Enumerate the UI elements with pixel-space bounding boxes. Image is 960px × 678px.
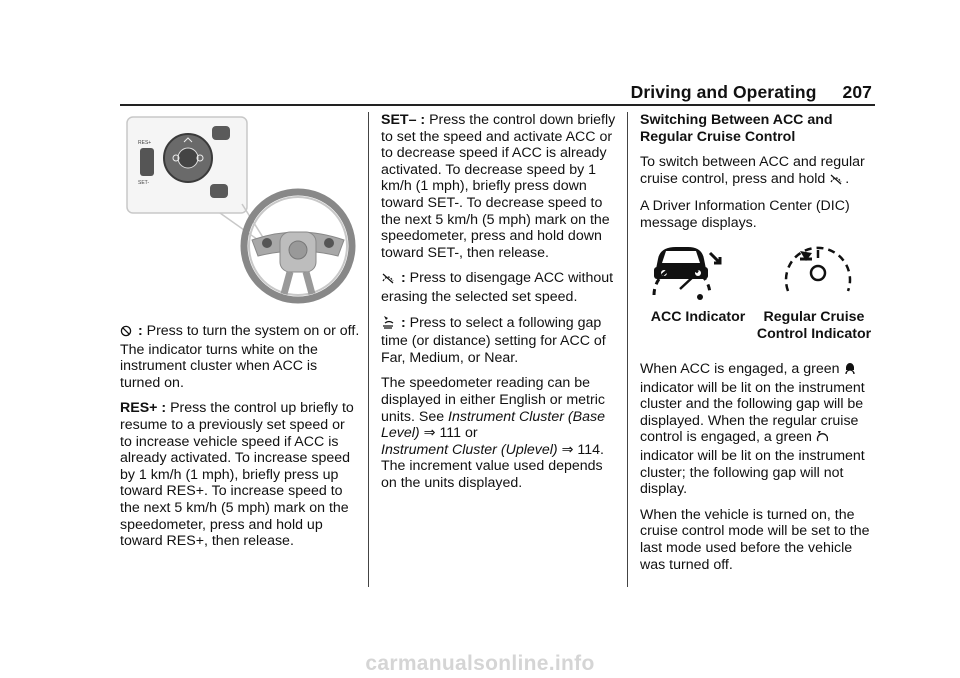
- column-divider-right: [627, 112, 628, 587]
- watermark: carmanualsonline.info: [365, 652, 595, 675]
- regular-indicator-label: [752, 309, 876, 342]
- link2-ref[interactable]: ⇒ 114: [561, 441, 601, 458]
- regular-cruise-indicator-icon: [816, 430, 828, 448]
- increment-text: . The increment value used depends on the units displayed.: [381, 441, 604, 491]
- res-paragraph: [120, 400, 360, 549]
- acc-indicator-icon: [654, 247, 720, 300]
- engaged-reg-text: indicator will be lit on the instrument cluster; the following gap will not display.: [640, 447, 865, 498]
- gap-icon: [381, 315, 395, 334]
- cancel-icon: [381, 272, 395, 289]
- turned-on-paragraph: When the vehicle is turned on, the cruise control mode will be set to the last mode used before the vehicle was turned off.: [640, 506, 870, 573]
- column-3: [640, 112, 878, 241]
- page-header: [631, 82, 872, 103]
- engaged-acc-text1: When ACC is engaged, a green: [640, 361, 840, 377]
- onoff-paragraph: [120, 323, 360, 391]
- instrument-cluster-uplevel-link[interactable]: Instrument Cluster (Uplevel): [381, 441, 558, 458]
- indicators-figure: [640, 245, 875, 350]
- speedometer-paragraph: [381, 375, 621, 491]
- page-number: 207: [842, 82, 872, 102]
- switch-paragraph: [640, 154, 878, 189]
- res-label: RES+ :: [120, 400, 167, 417]
- switching-heading: Switching Between ACC and Regular Cruise Control: [640, 112, 833, 145]
- switch-text: To switch between ACC and regular cruise control, press and hold: [640, 154, 865, 187]
- speedometer-text: The speedometer reading can be displayed in either English or metric units. See: [381, 375, 605, 425]
- dic-paragraph: A Driver Information Center (DIC) message displays.: [640, 198, 850, 231]
- set-text: Press the control down briefly to set the speed and activate ACC or to decrease speed if ACC is already activated. To decrease speed by 1 km/h (1 mph), briefly press down toward SET-. To decrease speed to the next 5 km/h (5 mph) mark on the speedometer, press and hold down toward SET-, then release.: [381, 112, 616, 261]
- section-title: Driving and Operating: [630, 82, 817, 102]
- cancel-sep: :: [397, 270, 410, 287]
- gap-sep: :: [397, 314, 410, 331]
- switch-end: .: [845, 170, 850, 187]
- column-1: [120, 323, 360, 559]
- column-divider-left: [368, 112, 369, 587]
- regular-label-line1: Regular Cruise: [763, 309, 865, 325]
- onoff-text: Press to turn the system on or off. The indicator turns white on the instrument cluster when ACC is turned on.: [120, 323, 360, 391]
- cruise-onoff-icon: [120, 325, 132, 342]
- or-text: or: [461, 425, 478, 442]
- header-rule: [120, 104, 875, 106]
- svg-text:SET-: SET-: [138, 180, 150, 186]
- acc-indicator-icon: [844, 362, 856, 380]
- engaged-paragraph: [640, 361, 878, 498]
- gap-text: Press to select a following gap time (or distance) setting for ACC of Far, Medium, or Near.: [381, 314, 606, 366]
- column-2: [381, 112, 621, 500]
- svg-text:RES+: RES+: [138, 140, 152, 146]
- cancel-paragraph: [381, 270, 621, 305]
- cancel-text: Press to disengage ACC without erasing the selected set speed.: [381, 270, 614, 305]
- res-text: Press the control up briefly to resume to a previously set speed or to increase vehicle speed if ACC is already activated. To increase speed by 1 km/h (1 mph), briefly press up toward RES+. To increase speed to the next 5 km/h (5 mph) mark on the speedometer, press and hold up toward RES+, then release.: [120, 400, 354, 550]
- link1-ref[interactable]: ⇒ 111: [423, 425, 462, 442]
- steering-wheel-illustration: [124, 114, 356, 304]
- acc-indicator-label: ACC Indicator: [650, 309, 746, 325]
- gap-paragraph: [381, 315, 621, 367]
- cancel-icon: [829, 173, 843, 190]
- onoff-sep: :: [134, 323, 147, 339]
- regular-cruise-indicator-icon: [786, 248, 850, 291]
- column-3-lower: [640, 361, 878, 582]
- regular-label-line2: Control Indicator: [756, 325, 872, 342]
- set-paragraph: [381, 112, 621, 261]
- instrument-cluster-base-link[interactable]: Instrument Cluster (Base Level): [381, 408, 605, 442]
- set-label: SET– :: [381, 112, 426, 128]
- engaged-acc-text2: indicator will be lit on the instrument cluster and the following gap will be displayed. When the regular cruise control is engaged, a green: [640, 379, 865, 446]
